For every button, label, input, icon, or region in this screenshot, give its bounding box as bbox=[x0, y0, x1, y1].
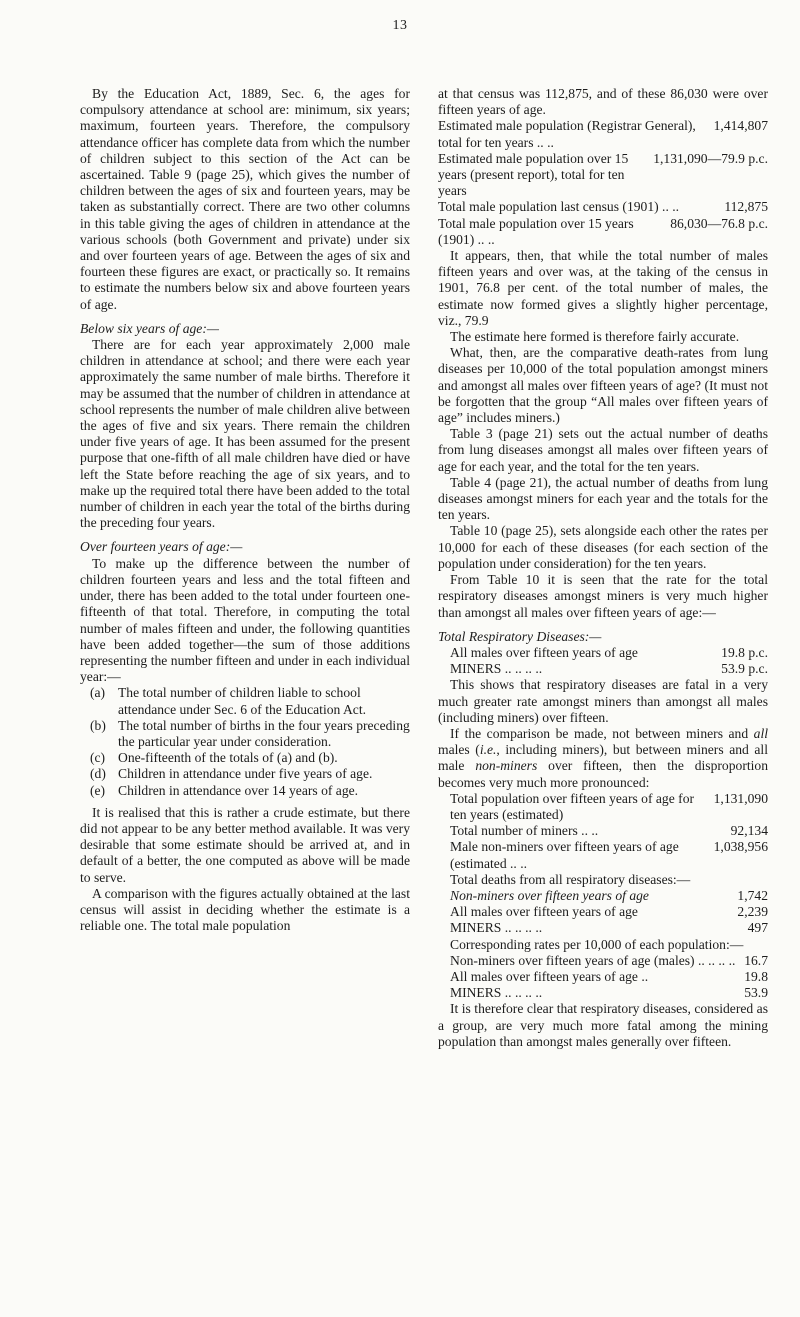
list-text: Children in attendance under five years of age. bbox=[118, 766, 373, 782]
paragraph: There are for each year approximately 2,000 male children in attendance at school; and there were each year approximately the same number of male births. Therefore it may be assumed that the number of children in attendance at school represents the number of male children alive between the ages of five and six years. There remain the children under five years of age. It has been assumed for the present purpose that one-fifth of all male children have died or have left the State before reaching the age of six years, and to make up the required total there have been added to the total number of children in each year the total of the births during the preceding four years. bbox=[80, 337, 410, 531]
table-row bbox=[450, 823, 768, 839]
paragraph bbox=[438, 726, 768, 791]
table-row bbox=[450, 661, 768, 677]
row-value: 53.9 bbox=[744, 985, 768, 1001]
list-label: (c) bbox=[90, 750, 106, 766]
row-value: 1,414,807 bbox=[713, 118, 768, 134]
list-text: The total number of births in the four years preceding the particular year under consideration. bbox=[118, 717, 410, 749]
list-item bbox=[80, 685, 410, 717]
population-table bbox=[438, 791, 768, 872]
list-item bbox=[80, 718, 410, 750]
table-row bbox=[450, 969, 768, 985]
row-value: 1,742 bbox=[737, 887, 768, 903]
row-label: All males over fifteen years of age bbox=[450, 904, 638, 920]
list-label: (e) bbox=[90, 782, 106, 798]
row-label: Estimated male population over 15 years (present report), total for ten years bbox=[438, 150, 629, 199]
paragraph: It is realised that this is rather a crude estimate, but there did not appear to be any better method available. It was very desirable that some estimate should be arrived at, and in default of a better, the one computed as above will be made to serve. bbox=[80, 804, 410, 885]
text-run: males ( bbox=[438, 742, 480, 758]
row-value: 19.8 p.c. bbox=[721, 644, 768, 660]
table-row bbox=[438, 151, 768, 200]
list-item bbox=[80, 783, 410, 799]
row-label: Non-miners over fifteen years of age bbox=[450, 887, 649, 903]
deaths-table bbox=[438, 888, 768, 937]
row-value: 92,134 bbox=[730, 823, 768, 839]
table-row bbox=[450, 920, 768, 936]
text-run: non-miners bbox=[475, 758, 538, 774]
paragraph: From Table 10 it is seen that the rate for the total respiratory diseases amongst miners is very much higher than amongst all males over fifteen years of age:— bbox=[438, 572, 768, 620]
respiratory-table bbox=[438, 645, 768, 677]
paragraph: Table 10 (page 25), sets alongside each other the rates per 10,000 for each of these diseases (for each section of the population under consideration) for the ten years. bbox=[438, 523, 768, 571]
row-value: 1,131,090—79.9 p.c. bbox=[653, 150, 768, 166]
text-run: over fifteen, then the disproportion becomes very much more pronounced: bbox=[438, 758, 768, 790]
row-label: Total population over fifteen years of age for ten years (estimated) bbox=[450, 790, 695, 822]
row-label: All males over fifteen years of age .. bbox=[450, 968, 649, 984]
paragraph: The estimate here formed is therefore fairly accurate. bbox=[450, 329, 740, 345]
list bbox=[80, 685, 410, 798]
section-heading: Over fourteen years of age:— bbox=[80, 539, 243, 555]
paragraph: It is therefore clear that respiratory diseases, considered as a group, are very much more fatal among the mining population than amongst males generally over fifteen. bbox=[438, 1001, 768, 1049]
text-run: , including miners), but between miners and all male bbox=[438, 742, 768, 774]
text-run: If the comparison be made, not between miners and bbox=[450, 725, 754, 741]
paragraph: at that census was 112,875, and of these 86,030 were over fifteen years of age. bbox=[438, 86, 768, 118]
paragraph: A comparison with the figures actually obtained at the last census will assist in deciding whether the estimate is a reliable one. The total male population bbox=[80, 885, 410, 934]
row-value: 19.8 bbox=[744, 968, 768, 984]
section-heading: Total Respiratory Diseases:— bbox=[438, 628, 602, 644]
list-item bbox=[80, 766, 410, 782]
paragraph: It appears, then, that while the total number of males fifteen years and over was, at the taking of the census in 1901, 76.8 per cent. of the total number of males, the estimate now formed gives a slightly higher percentage, viz., 79.9 bbox=[438, 248, 768, 328]
table-row bbox=[450, 791, 768, 823]
table-row bbox=[438, 216, 768, 248]
row-value: 1,131,090 bbox=[713, 790, 768, 806]
table-row bbox=[450, 904, 768, 920]
paragraph: Total deaths from all respiratory diseases:— bbox=[450, 871, 691, 887]
row-value: 86,030—76.8 p.c. bbox=[670, 215, 768, 231]
list-label: (a) bbox=[90, 685, 106, 701]
right-column bbox=[438, 86, 768, 1050]
row-label: Total male population last census (1901) .. .. bbox=[438, 199, 680, 215]
row-value: 2,239 bbox=[737, 904, 768, 920]
row-label: Male non-miners over fifteen years of age (estimated .. .. bbox=[450, 839, 679, 871]
table-row bbox=[438, 118, 768, 150]
paragraph: Table 3 (page 21) sets out the actual number of deaths from lung diseases amongst all males over fifteen years of age for each year, and the total for the ten years. bbox=[438, 426, 768, 474]
row-value: 53.9 p.c. bbox=[721, 661, 768, 677]
row-label: MINERS .. .. .. .. bbox=[450, 920, 543, 936]
list-text: One-fifteenth of the totals of (a) and (b). bbox=[118, 750, 338, 766]
rates-table bbox=[438, 953, 768, 1002]
text-run: all bbox=[753, 725, 768, 741]
row-value: 497 bbox=[747, 920, 768, 936]
list-text: Children in attendance over 14 years of age. bbox=[118, 782, 359, 798]
table-row bbox=[450, 645, 768, 661]
table-row bbox=[450, 839, 768, 871]
paragraph: To make up the difference between the number of children fourteen years and less and the total fifteen and under, there has been added to the total under fourteen one-fifteenth of that total. Therefore, in computing the total number of males fifteen and under, the following quantities have been added together—the sum of those additions representing the number fifteen and under in each individual year:— bbox=[80, 555, 410, 685]
row-value: 16.7 bbox=[744, 952, 768, 968]
paragraph: Table 4 (page 21), the actual number of deaths from lung diseases amongst miners for each year and the totals for the ten years. bbox=[438, 474, 768, 523]
row-label: Total male population over 15 years (1901) .. .. bbox=[438, 215, 634, 247]
page-number: 13 bbox=[392, 18, 408, 33]
row-label: Estimated male population (Registrar General), total for ten years .. .. bbox=[438, 118, 696, 150]
paragraph: By the Education Act, 1889, Sec. 6, the ages for compulsory attendance at school are: minimum, six years; maximum, fourteen years. Therefore, the compulsory attendance officer has complete data from which the number of children subject to this section of the Act can be ascertained. Table 9 (page 25), which gives the number of children between the ages of six and fourteen years, may be taken as substantially correct. There are two other columns in this table giving the ages of children in attendance at the various schools (both Government and private) under six and over fourteen years of age. Between the ages of six and fourteen these figures are exact, or practically so. It remains to estimate the numbers below six and above fourteen years of age. bbox=[80, 86, 410, 312]
list-label: (b) bbox=[90, 717, 106, 733]
list-item bbox=[80, 750, 410, 766]
paragraph: This shows that respiratory diseases are fatal in a very much greater rate amongst miners than amongst all males (including miners) over fifteen. bbox=[438, 677, 768, 725]
list-text: The total number of children liable to school attendance under Sec. 6 of the Education Act. bbox=[118, 685, 366, 717]
row-label: Non-miners over fifteen years of age (males) .. .. .. .. bbox=[450, 952, 736, 968]
text-run: i.e. bbox=[479, 742, 497, 758]
paragraph: Corresponding rates per 10,000 of each population:— bbox=[450, 936, 744, 952]
row-label: All males over fifteen years of age bbox=[450, 644, 638, 660]
section-heading: Below six years of age:— bbox=[80, 320, 219, 336]
table-row bbox=[450, 888, 768, 904]
table-row bbox=[438, 199, 768, 215]
table-row bbox=[450, 985, 768, 1001]
estimates-table bbox=[438, 118, 768, 248]
paragraph: What, then, are the comparative death-rates from lung diseases per 10,000 of the total population amongst miners and amongst all males over fifteen years of age? (It must not be forgotten that the group “All males over fifteen years of age” includes miners.) bbox=[438, 345, 768, 426]
table-row bbox=[450, 953, 768, 969]
row-label: MINERS .. .. .. .. bbox=[450, 985, 543, 1001]
row-value: 1,038,956 bbox=[713, 839, 768, 855]
left-column bbox=[80, 86, 410, 934]
row-value: 112,875 bbox=[724, 199, 768, 215]
list-label: (d) bbox=[90, 766, 106, 782]
row-label: Total number of miners .. .. bbox=[450, 823, 599, 839]
row-label: MINERS .. .. .. .. bbox=[450, 661, 543, 677]
